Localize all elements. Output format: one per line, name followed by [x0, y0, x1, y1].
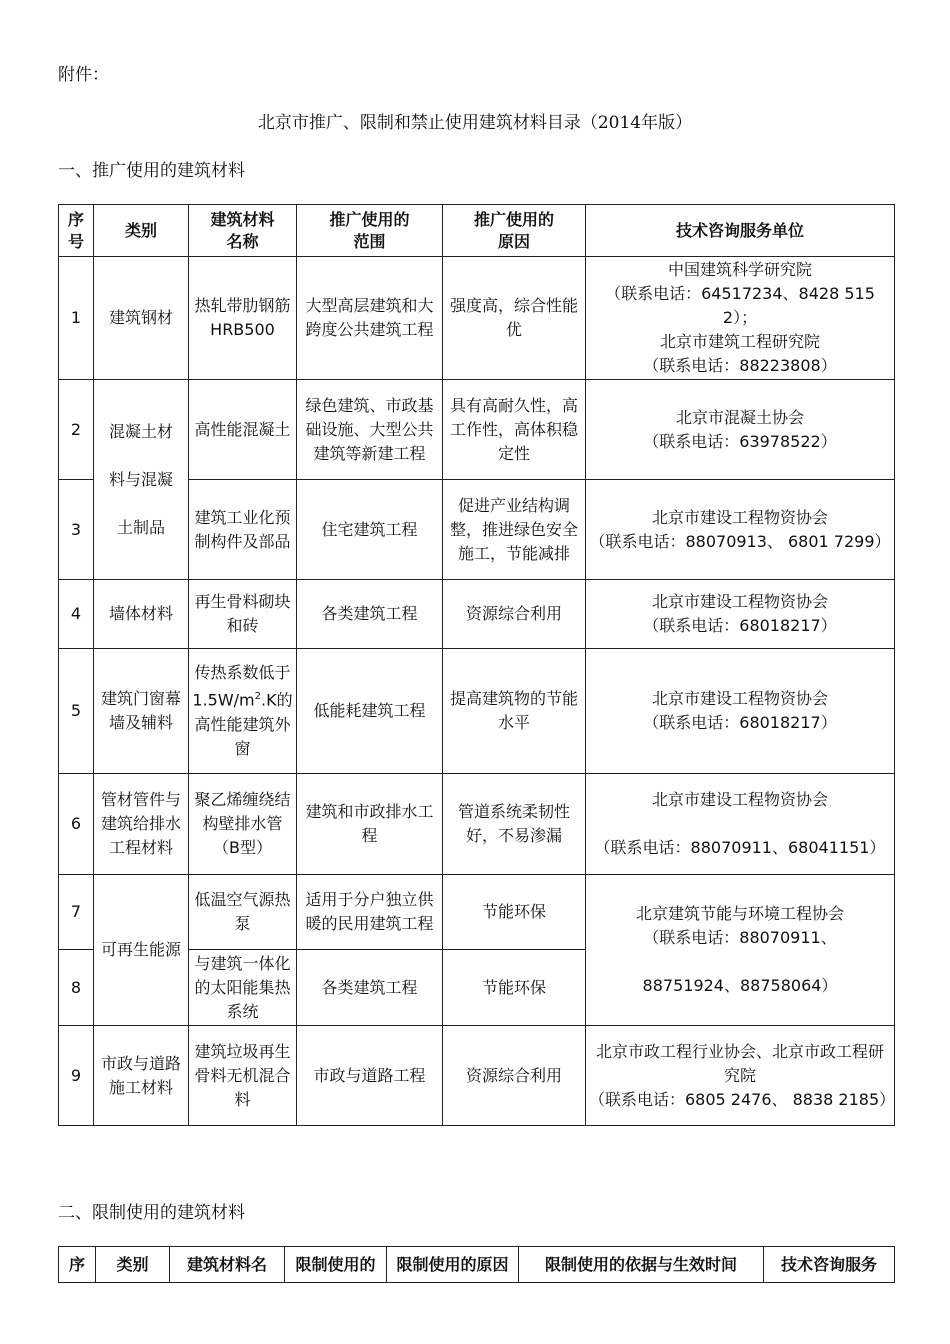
- section-heading-promoted: 一、推广使用的建筑材料: [58, 161, 245, 181]
- table-row: [59, 580, 895, 649]
- cell-no: 3: [59, 480, 94, 580]
- document-title: 北京市推广、限制和禁止使用建筑材料目录（2014年版）: [257, 113, 693, 133]
- attachment-label: 附件：: [58, 65, 109, 85]
- table-row: [59, 257, 895, 380]
- cell-name: 再生骨料砌块和砖: [189, 580, 297, 649]
- cell-category: 墙体材料: [94, 580, 189, 649]
- cell-service: 北京市建设工程物资协会 （联系电话：68018217）: [586, 580, 895, 649]
- header-scope: 推广使用的 范围: [297, 205, 443, 257]
- header-service-unit: 技术咨询服务: [764, 1247, 895, 1283]
- header-category: 类别: [96, 1247, 170, 1283]
- cell-no: 5: [59, 649, 94, 774]
- cell-name: 建筑垃圾再生骨料无机混合料: [189, 1026, 297, 1126]
- cell-category: 建筑钢材: [94, 257, 189, 380]
- cell-reason: 节能环保: [443, 950, 586, 1026]
- header-material-name: 建筑材料名: [170, 1247, 285, 1283]
- cell-scope: 各类建筑工程: [297, 580, 443, 649]
- table-row: [59, 380, 895, 480]
- cell-name: 聚乙烯缠绕结构壁排水管（B型）: [189, 774, 297, 875]
- cell-category: 市政与道路施工材料: [94, 1026, 189, 1126]
- cell-category: 可再生能源: [94, 875, 189, 1026]
- cell-scope: 适用于分户独立供暖的民用建筑工程: [297, 875, 443, 950]
- cell-service: 北京建筑节能与环境工程协会 （联系电话：88070911、 88751924、88758064）: [586, 875, 895, 1026]
- cell-scope: 市政与道路工程: [297, 1026, 443, 1126]
- table-row: [59, 1026, 895, 1126]
- cell-category: 管材管件与建筑给排水工程材料: [94, 774, 189, 875]
- cell-no: 6: [59, 774, 94, 875]
- cell-service: 北京市建设工程物资协会 （联系电话：88070911、68041151）: [586, 774, 895, 875]
- cell-service: 北京市建设工程物资协会 （联系电话：88070913、 6801 7299）: [586, 480, 895, 580]
- header-serial-no: 序: [59, 1247, 96, 1283]
- cell-no: 7: [59, 875, 94, 950]
- table-header-row: [59, 205, 895, 257]
- cell-name: 高性能混凝土: [189, 380, 297, 480]
- header-serial-no: 序 号: [59, 205, 94, 257]
- header-reason: 限制使用的原因: [387, 1247, 519, 1283]
- cell-scope: 建筑和市政排水工程: [297, 774, 443, 875]
- cell-reason: 资源综合利用: [443, 1026, 586, 1126]
- table-row: [59, 875, 895, 950]
- cell-category: 建筑门窗幕墙及辅料: [94, 649, 189, 774]
- table-row: [59, 649, 895, 774]
- cell-service: 中国建筑科学研究院 （联系电话：64517234、8428 5152）； 北京市建筑工程研究院 （联系电话：88223808）: [586, 257, 895, 380]
- promoted-materials-table: [58, 204, 895, 1126]
- header-scope: 限制使用的: [285, 1247, 387, 1283]
- cell-scope: 绿色建筑、市政基础设施、大型公共建筑等新建工程: [297, 380, 443, 480]
- cell-no: 2: [59, 380, 94, 480]
- cell-scope: 大型高层建筑和大跨度公共建筑工程: [297, 257, 443, 380]
- header-category: 类别: [94, 205, 189, 257]
- cell-no: 8: [59, 950, 94, 1026]
- cell-reason: 节能环保: [443, 875, 586, 950]
- cell-service: 北京市混凝土协会 （联系电话：63978522）: [586, 380, 895, 480]
- cell-name: 低温空气源热泵: [189, 875, 297, 950]
- cell-reason: 强度高，综合性能优: [443, 257, 586, 380]
- cell-reason: 资源综合利用: [443, 580, 586, 649]
- cell-no: 1: [59, 257, 94, 380]
- restricted-materials-table: [58, 1246, 895, 1283]
- cell-service: 北京市政工程行业协会、北京市政工程研究院 （联系电话：6805 2476、 8838 2185）: [586, 1026, 895, 1126]
- cell-reason: 管道系统柔韧性好，不易渗漏: [443, 774, 586, 875]
- header-material-name: 建筑材料 名称: [189, 205, 297, 257]
- header-reason: 推广使用的 原因: [443, 205, 586, 257]
- cell-category: 混凝土材 料与混凝 土制品: [94, 380, 189, 580]
- header-service-unit: 技术咨询服务单位: [586, 205, 895, 257]
- cell-scope: 各类建筑工程: [297, 950, 443, 1026]
- section-heading-restricted: 二、限制使用的建筑材料: [58, 1203, 245, 1223]
- header-basis-effective-time: 限制使用的依据与生效时间: [519, 1247, 764, 1283]
- cell-name: 建筑工业化预制构件及部品: [189, 480, 297, 580]
- cell-name: 与建筑一体化的太阳能集热系统: [189, 950, 297, 1026]
- cell-scope: 住宅建筑工程: [297, 480, 443, 580]
- cell-scope: 低能耗建筑工程: [297, 649, 443, 774]
- cell-name: 传热系数低于$1.5W/m^2.K$的高性能建筑外窗: [189, 649, 297, 774]
- cell-service: 北京市建设工程物资协会 （联系电话：68018217）: [586, 649, 895, 774]
- cell-name: 热轧带肋钢筋 HRB500: [189, 257, 297, 380]
- cell-reason: 促进产业结构调整，推进绿色安全施工，节能减排: [443, 480, 586, 580]
- cell-no: 4: [59, 580, 94, 649]
- table-header-row: [59, 1247, 895, 1283]
- cell-no: 9: [59, 1026, 94, 1126]
- cell-reason: 提高建筑物的节能水平: [443, 649, 586, 774]
- cell-reason: 具有高耐久性，高工作性，高体积稳定性: [443, 380, 586, 480]
- table-row: [59, 774, 895, 875]
